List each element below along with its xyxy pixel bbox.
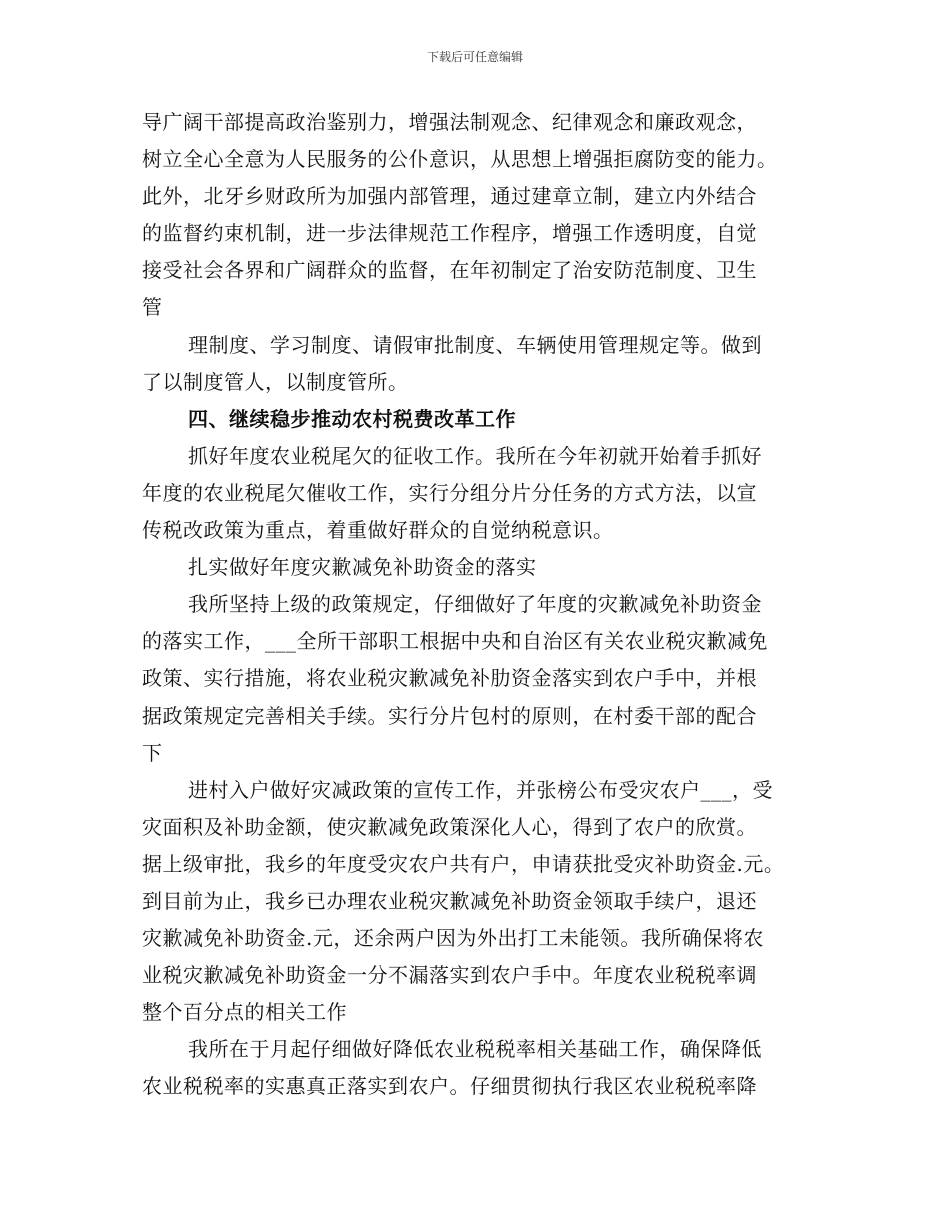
text-line: 理制度、学习制度、请假审批制度、车辆使用管理规定等。做到 xyxy=(188,332,762,357)
text-line: 管 xyxy=(142,295,163,320)
document-body xyxy=(142,104,822,1106)
text-line: 树立全心全意为人民服务的公仆意识，从思想上增强拒腐防变的能力。 xyxy=(142,147,778,172)
text-line: 整个百分点的相关工作 xyxy=(142,1000,347,1025)
text-line: 到目前为止，我乡已办理农业税灾歉减免补助资金领取手续户，退还 xyxy=(142,888,757,913)
text-line: 年度的农业税尾欠催收工作，实行分组分片分任务的方式方法，以宣 xyxy=(142,480,757,505)
text-line: 抓好年度农业税尾欠的征收工作。我所在今年初就开始着手抓好 xyxy=(188,443,762,468)
text-line: 接受社会各界和广阔群众的监督，在年初制定了治安防范制度、卫生 xyxy=(142,258,757,283)
text-line: 了以制度管人，以制度管所。 xyxy=(142,369,409,394)
text-line: 据政策规定完善相关手续。实行分片包村的原则，在村委干部的配合 xyxy=(142,703,757,728)
text-line: 我所在于月起仔细做好降低农业税税率相关基础工作，确保降低 xyxy=(188,1037,762,1062)
text-line: 进村入户做好灾减政策的宣传工作，并张榜公布受灾农户___，受 xyxy=(188,777,773,802)
text-line: 政策、实行措施，将农业税灾歉减免补肋资金落实到农户手中，并根 xyxy=(142,666,757,691)
text-line: 的落实工作，___全所干部职工根据中央和自治区有关农业税灾歉减免 xyxy=(142,629,768,654)
text-line: 业税灾歉减免补助资金一分不漏落实到农户手中。年度农业税税率调 xyxy=(142,963,757,988)
text-line: 我所坚持上级的政策规定，仔细做好了年度的灾歉减免补助资金 xyxy=(188,592,762,617)
text-line: 传税改政策为重点，着重做好群众的自觉纳税意识。 xyxy=(142,518,614,543)
section-heading: 四、继续稳步推动农村税费改革工作 xyxy=(188,406,516,431)
text-line: 的监督约束机制，进一步法律规范工作程序，增强工作透明度，自觉 xyxy=(142,221,757,246)
text-line: 灾面积及补助金额，使灾歉减免政策深化人心，得到了农户的欣赏。 xyxy=(142,814,757,839)
text-line: 导广阔干部提高政治鉴别力，增强法制观念、纪律观念和廉政观念， xyxy=(142,110,757,134)
text-line: 据上级审批，我乡的年度受灾农户共有户，申请获批受灾补助资金.元。 xyxy=(142,851,785,876)
page-header-note: 下载后可任意编辑 xyxy=(426,50,523,64)
text-line: 扎实做好年度灾歉减免补助资金的落实 xyxy=(188,555,537,580)
text-line: 下 xyxy=(142,740,163,765)
text-line: 此外，北牙乡财政所为加强内部管理，通过建章立制，建立内外结合 xyxy=(142,184,757,209)
text-line: 农业税税率的实惠真正落实到农户。仔细贯彻执行我区农业税税率降 xyxy=(142,1074,757,1099)
text-line: 灾歉减免补助资金.元，还余两户因为外出打工未能领。我所确保将农 xyxy=(142,926,764,951)
